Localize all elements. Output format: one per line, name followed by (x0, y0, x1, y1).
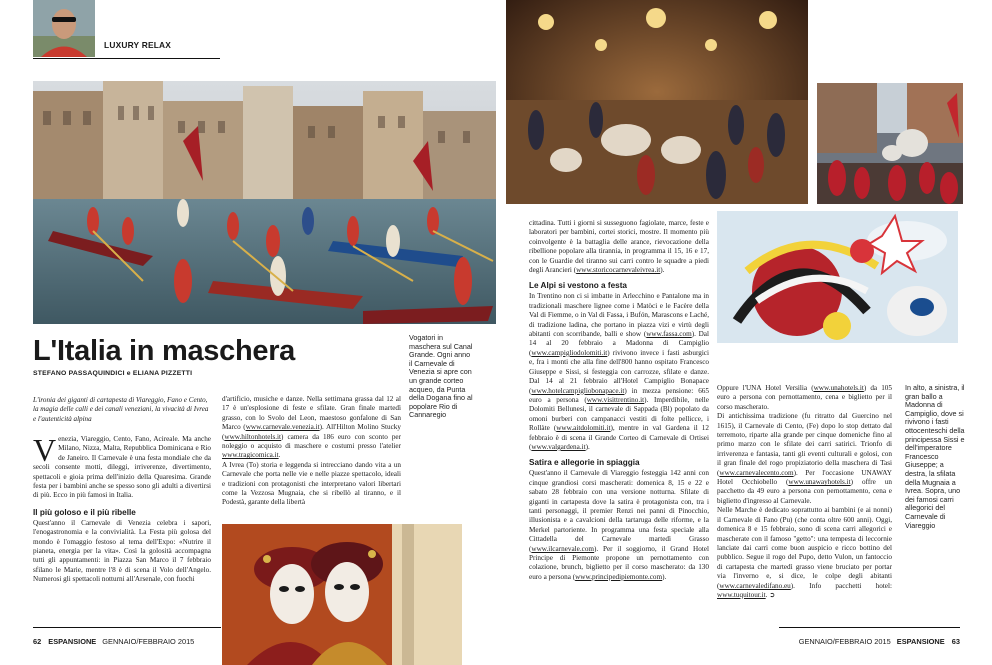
viareggio-float-photo (717, 211, 958, 343)
ivrea-parade-photo (817, 83, 963, 204)
footer-rule-right (779, 627, 960, 628)
body-paragraph: Venezia, Viareggio, Cento, Fano, Acireale. Ma anche Milano, Nizza, Malta, Repubblica Dominicana e Rio de Janeiro. Il Carnevale è una festa mondiale che da secoli consente motti, dileggi, irriverenze, divertimento, spettacoli e gioia prima dell'inizio della Quaresima. Grande festa per i bambini anche se spesso sono gli adulti a divertirsi di più. Ecco in più famosi in Italia. (33, 432, 211, 500)
body-paragraph: Quest'anno il Carnevale di Viareggio festeggia 142 anni con cinque grandiosi corsi mascherati: domenica 8, 15 e 22 e sabato 28 febbraio con una versione notturna. Sfilate di giganti in cartapesta dove la satira è protagonista con, tra i tanti personaggi, il premier Renzi nei panni di Pinocchio, illusionista e a cavalcioni della tartaruga delle riforme, e la Merkel partoriente. In programma una festa speciale alla Cittadella del Carnevale martedì Grasso (www.ilcarnevale.com). Per il soggiorno, il Grand Hotel Principe di Piemonte propone un pernottamento con colazione, brunch, biglietto per il corso mascherato: da 130 euro a persona (www.principedipiemonte.com). (529, 469, 709, 581)
footer-rule-left (33, 627, 221, 628)
link-unahotels[interactable]: www.unahotels.it (813, 384, 864, 392)
link-valgardena[interactable]: www.valgardena.it (531, 442, 586, 451)
issue-date-right: GENNAIO/FEBBRAIO 2015 (798, 637, 891, 646)
venice-canal-photo (33, 81, 496, 324)
body-paragraph: In Trentino non ci si imbatte in Arlecchino e Pantalone ma in tradizionali maschere lignee come i Matòci e le Facère della Val di Fiemme, o in Val di Fassa, i Bufón, Marascons e Laché, di tradizione ladina, che portano in piazza vizi e virtù degli abitanti con scorribande, balli e show (www.fassa.com). Dal 14 al 20 febbraio a Madonna di Campiglio (www.campigliodolomiti.it) rivivono invece i fasti asburgici e, fra i monti che alla fine dell'800 hanno ospitato Francesco Giuseppe e Sissi, si festeggia con carrozze, sfilate e danze. Dal 14 al 21 febbraio all'Hotel Campiglio Bonapace (www.hotelcampigliobonapace.it) in mezza pensione: 665 euro a persona (www.visittrentino.it). Imperdibile, nelle Dolomiti Bellunesi, il carnevale di Sappada (Bl) popolato da omoni burberi con campanacci vestiti di folte pellicce, i Rollàte (www.aitdolomiti.it), mentre in val Gardena il 12 febbraio è di scena il Grande Corteo di Carnevale di Ortisei (www.valgardena.it). (529, 292, 709, 451)
magazine-name-left: ESPANSIONE (48, 637, 97, 646)
right-footer (799, 637, 960, 646)
link-principedipiemonte[interactable]: www.principedipiemonte.com (575, 572, 663, 581)
link-ilcarnevale[interactable]: www.ilcarnevale.com (531, 544, 595, 553)
venice-masks-photo (222, 524, 462, 665)
photo-caption-right: In alto, a sinistra, il gran ballo a Madonna di Campiglio, dove si rivivono i fasti ottocenteschi della principessa Sissi e dell'imperatore Francesco Giuseppe; a destra, la sfilata della Mugnaia a Ivrea. Sopra, uno dei famosi carri allegorici del Carnevale di Viareggio (905, 383, 965, 530)
article-title: L'Italia in maschera (33, 335, 296, 367)
link-campigliodolomiti[interactable]: www.campigliodolomiti.it (531, 348, 608, 357)
section-label: LUXURY RELAX (104, 40, 172, 50)
link-visittrentino[interactable]: www.visittrentino.it (586, 395, 645, 404)
subhead-alpi: Le Alpi si vestono a festa (529, 281, 627, 291)
body-paragraph: Nelle Marche è dedicato soprattutto ai bambini (e ai nonni) il Carnevale di Fano (Pu) (che conta oltre 600 anni). Oggi, domenica 8 e 15 febbraio, sono di scena carri allegorici e mascherate con il famoso "getto": una tempesta di leccornie lanciate dai carri come buon auspicio e ricco bottino del pubblico. Segue il rogo del Pupo, detto Vulon, un fantoccio di cartapesta che martedì grasso viene bruciato per portar via l'inverno e, si dice, le colpe degli abitanti (www.carnevaledifano.eu). Info pacchetti hotel: www.tuquitour.it. ➲ (717, 506, 892, 599)
left-footer (33, 637, 194, 646)
body-paragraph: cittadina. Tutti i giorni si susseguono fagiolate, marce, feste e laboratori per bambini, cortei storici, mostre. Il momento più coinvolgente è la battaglia delle arance, rievocazione della ribellione popolare alla tirannia, in programma il 15, 16 e 17, con le Guardie del tiranno sui carri contro le squadre a piedi degli Arancieri (www.storicocarnevaleivrea.it). (529, 219, 709, 275)
link-carnevaledifano[interactable]: www.carnevaledifano.eu (719, 581, 791, 590)
right-column-2 (717, 384, 892, 600)
link-storicocarnevaleivrea[interactable]: www.storicocarnevaleivrea.it (576, 266, 661, 275)
body-paragraph: d'artificio, musiche e danze. Nella settimana grassa dal 12 al 17 è un'esplosione di feste e sfilate. Gran finale martedì grasso, con lo Svolo del Leon, maestoso gonfalone di San Marco (www.carnevale.venezia.it). All'Hilton Molino Stucky (www.hiltonhotels.it) camera da 186 euro con sconto per noleggio o acquisto di maschere e costumi presso l'atelier www.tragicomica.it. (222, 395, 401, 460)
body-paragraph: Quest'anno il Carnevale di Venezia celebra i sapori, l'enogastronomia e la convivialità. La Festa più golosa del mondo è l'omaggio festoso al tema dell'Expo: «Nutrire il pianeta, energia per la vita». Così la golosità accompagna tutti gli appuntamenti: in Piazza San Marco il 7 febbraio sfilano le Marie, mentre l'8 è di scena il Volo dell'Angelo. Numerosi gli spettacoli notturni all'Arsenale, con fuochi (33, 518, 211, 584)
link-aitdolomiti[interactable]: www.aitdolomiti.it (556, 424, 611, 433)
page-number-left: 62 (33, 637, 42, 646)
body-paragraph: Di antichissima tradizione (fu ritratto dal Guercino nel 1615), il Carnevale di Cento, (Fe) dopo lo stop dettato dal terremoto, riparte alla grande per cinque domeniche fino al primo marzo con le sfilate dei carri satirici. Trionfo di irriverenza e fantasia, tanti gli eventi culturali e golosi, con il gran finale del rogo propiziatorio della maschera di Tasi (www.carnevalecento.com). Per l'occasione UNAWAY Hotel Occhiobello (www.unawayhotels.it) offre un pacchetto da 49 euro a persona con pernottamento, cena e biglietto d'ingresso al Carnevale. (717, 412, 892, 505)
link-hotelcampigliobonapace[interactable]: www.hotelcampigliobonapace.it (531, 386, 625, 395)
issue-date-left: GENNAIO/FEBBRAIO 2015 (102, 637, 195, 646)
author-portrait (33, 0, 95, 57)
right-column-1 (529, 219, 709, 582)
left-column-2 (222, 395, 401, 508)
left-column-1 (33, 432, 211, 585)
link-carnevalecento[interactable]: www.carnevalecento.com (719, 468, 794, 477)
body-paragraph: A Ivrea (To) storia e leggenda si intrecciano dando vita a un Carnevale che porta nelle vie e nelle piazze spettacolo, ideali e tradizioni con protagonisti che interpretano valori libertari come la Vezzosa Mugnaia, che si ribellò al tiranno, e il Podestà, garante della libertà (222, 460, 401, 507)
link-unawayhotels[interactable]: www.unawayhotels.it (788, 478, 851, 487)
subhead-goloso: Il più goloso e il più ribelle (33, 507, 136, 517)
end-mark-icon: ➲ (769, 590, 776, 599)
photo-caption-left: Vogatori in maschera sul Canal Grande. Ogni anno il Carnevale di Venezia si apre con un grande corteo acqueo, da Punta della Dogana fino al popolare Rio di Cannaregio (409, 333, 473, 420)
intro-standfirst: L'ironia dei giganti di cartapesta di Viareggio, Fano e Cento, la magia delle calli e dei canali veneziani, la vivacità di Ivrea e l'autenticità alpina (33, 396, 209, 423)
drop-cap: V (33, 432, 57, 468)
page-number-right: 63 (951, 637, 960, 646)
body-paragraph: Oppure l'UNA Hotel Versilia (www.unahotels.it) da 105 euro a persona con pernottamento, cena e biglietto per il corso mascherato. (717, 384, 892, 411)
link-hilton[interactable]: www.hiltonhotels.it (224, 432, 282, 441)
header-rule (33, 58, 220, 59)
magazine-name-right: ESPANSIONE (896, 637, 945, 646)
link-tragicomica[interactable]: www.tragicomica.it (222, 451, 279, 460)
ballroom-photo (506, 0, 808, 204)
link-tuquitour[interactable]: www.tuquitour.it (717, 590, 766, 599)
link-carnevale-venezia[interactable]: www.carnevale.venezia.it (245, 423, 320, 432)
link-fassa[interactable]: www.fassa.com (646, 330, 692, 339)
subhead-satira: Satira e allegorie in spiaggia (529, 458, 640, 468)
byline: STEFANO PASSAQUINDICI e ELIANA PIZZETTI (33, 370, 193, 377)
